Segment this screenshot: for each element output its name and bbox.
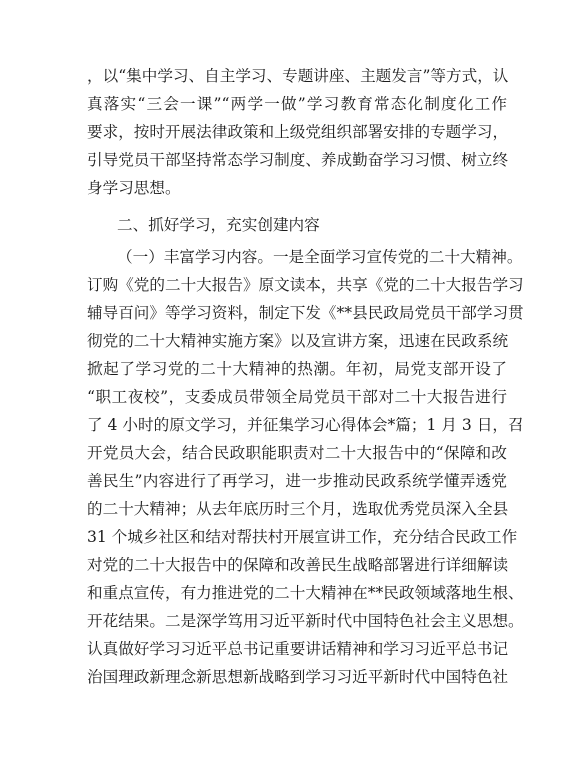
- text-line: “职工夜校”，支委成员带领全局党员干部对二十大报告进行: [87, 388, 507, 406]
- text-line: 开党员大会，结合民政职能职责对二十大报告中的“保障和改: [87, 444, 507, 462]
- text-line: 31 个城乡社区和结对帮扶村开展宣讲工作，充分结合民政工作: [87, 528, 518, 546]
- text-line: 掀起了学习党的二十大精神的热潮。年初，局党支部开设了: [87, 360, 507, 378]
- text-line: 和重点宣传，有力推进党的二十大精神在**民政领域落地生根、: [87, 584, 524, 602]
- text-line: 的二十大精神；从去年底历时三个月，选取优秀党员深入全县: [87, 500, 509, 518]
- text-line: 真落实“三会一课”“两学一做”学习教育常态化制度化工作: [87, 95, 507, 113]
- text-line: ，以“集中学习、自主学习、专题讲座、主题发言”等方式，认: [87, 67, 509, 85]
- text-line: 了 4 小时的原文学习，并征集学习心得体会*篇；1 月 3 日，召: [87, 416, 524, 434]
- text-line: 彻党的二十大精神实施方案》以及宣讲方案，迅速在民政系统: [87, 332, 509, 350]
- text-line: 治国理政新理念新思想新战略到学习习近平新时代中国特色社: [87, 668, 509, 686]
- text-line: 要求，按时开展法律政策和上级党组织部署安排的专题学习，: [87, 123, 509, 141]
- text-line: 认真做好学习习近平总书记重要讲话精神和学习习近平总书记: [87, 640, 509, 658]
- text-line: 善民生”内容进行了再学习，进一步推动民政系统学懂弄透党: [87, 472, 507, 490]
- text-line: （一）丰富学习内容。一是全面学习宣传党的二十大精神。: [117, 248, 523, 266]
- text-line: 身学习思想。: [87, 179, 181, 197]
- text-line: 开花结果。二是深学笃用习近平新时代中国特色社会主义思想。: [87, 612, 524, 630]
- text-line: 对党的二十大报告中的保障和改善民生战略部署进行详细解读: [87, 556, 509, 574]
- section-heading: 二、抓好学习，充实创建内容: [117, 216, 320, 234]
- text-line: 引导党员干部坚持常态学习制度、养成勤奋学习习惯、树立终: [87, 151, 509, 169]
- text-line: 辅导百问》等学习资料，制定下发《**县民政局党员干部学习贯: [87, 304, 524, 322]
- text-line: 订购《党的二十大报告》原文读本，共享《党的二十大报告学习: [87, 276, 524, 294]
